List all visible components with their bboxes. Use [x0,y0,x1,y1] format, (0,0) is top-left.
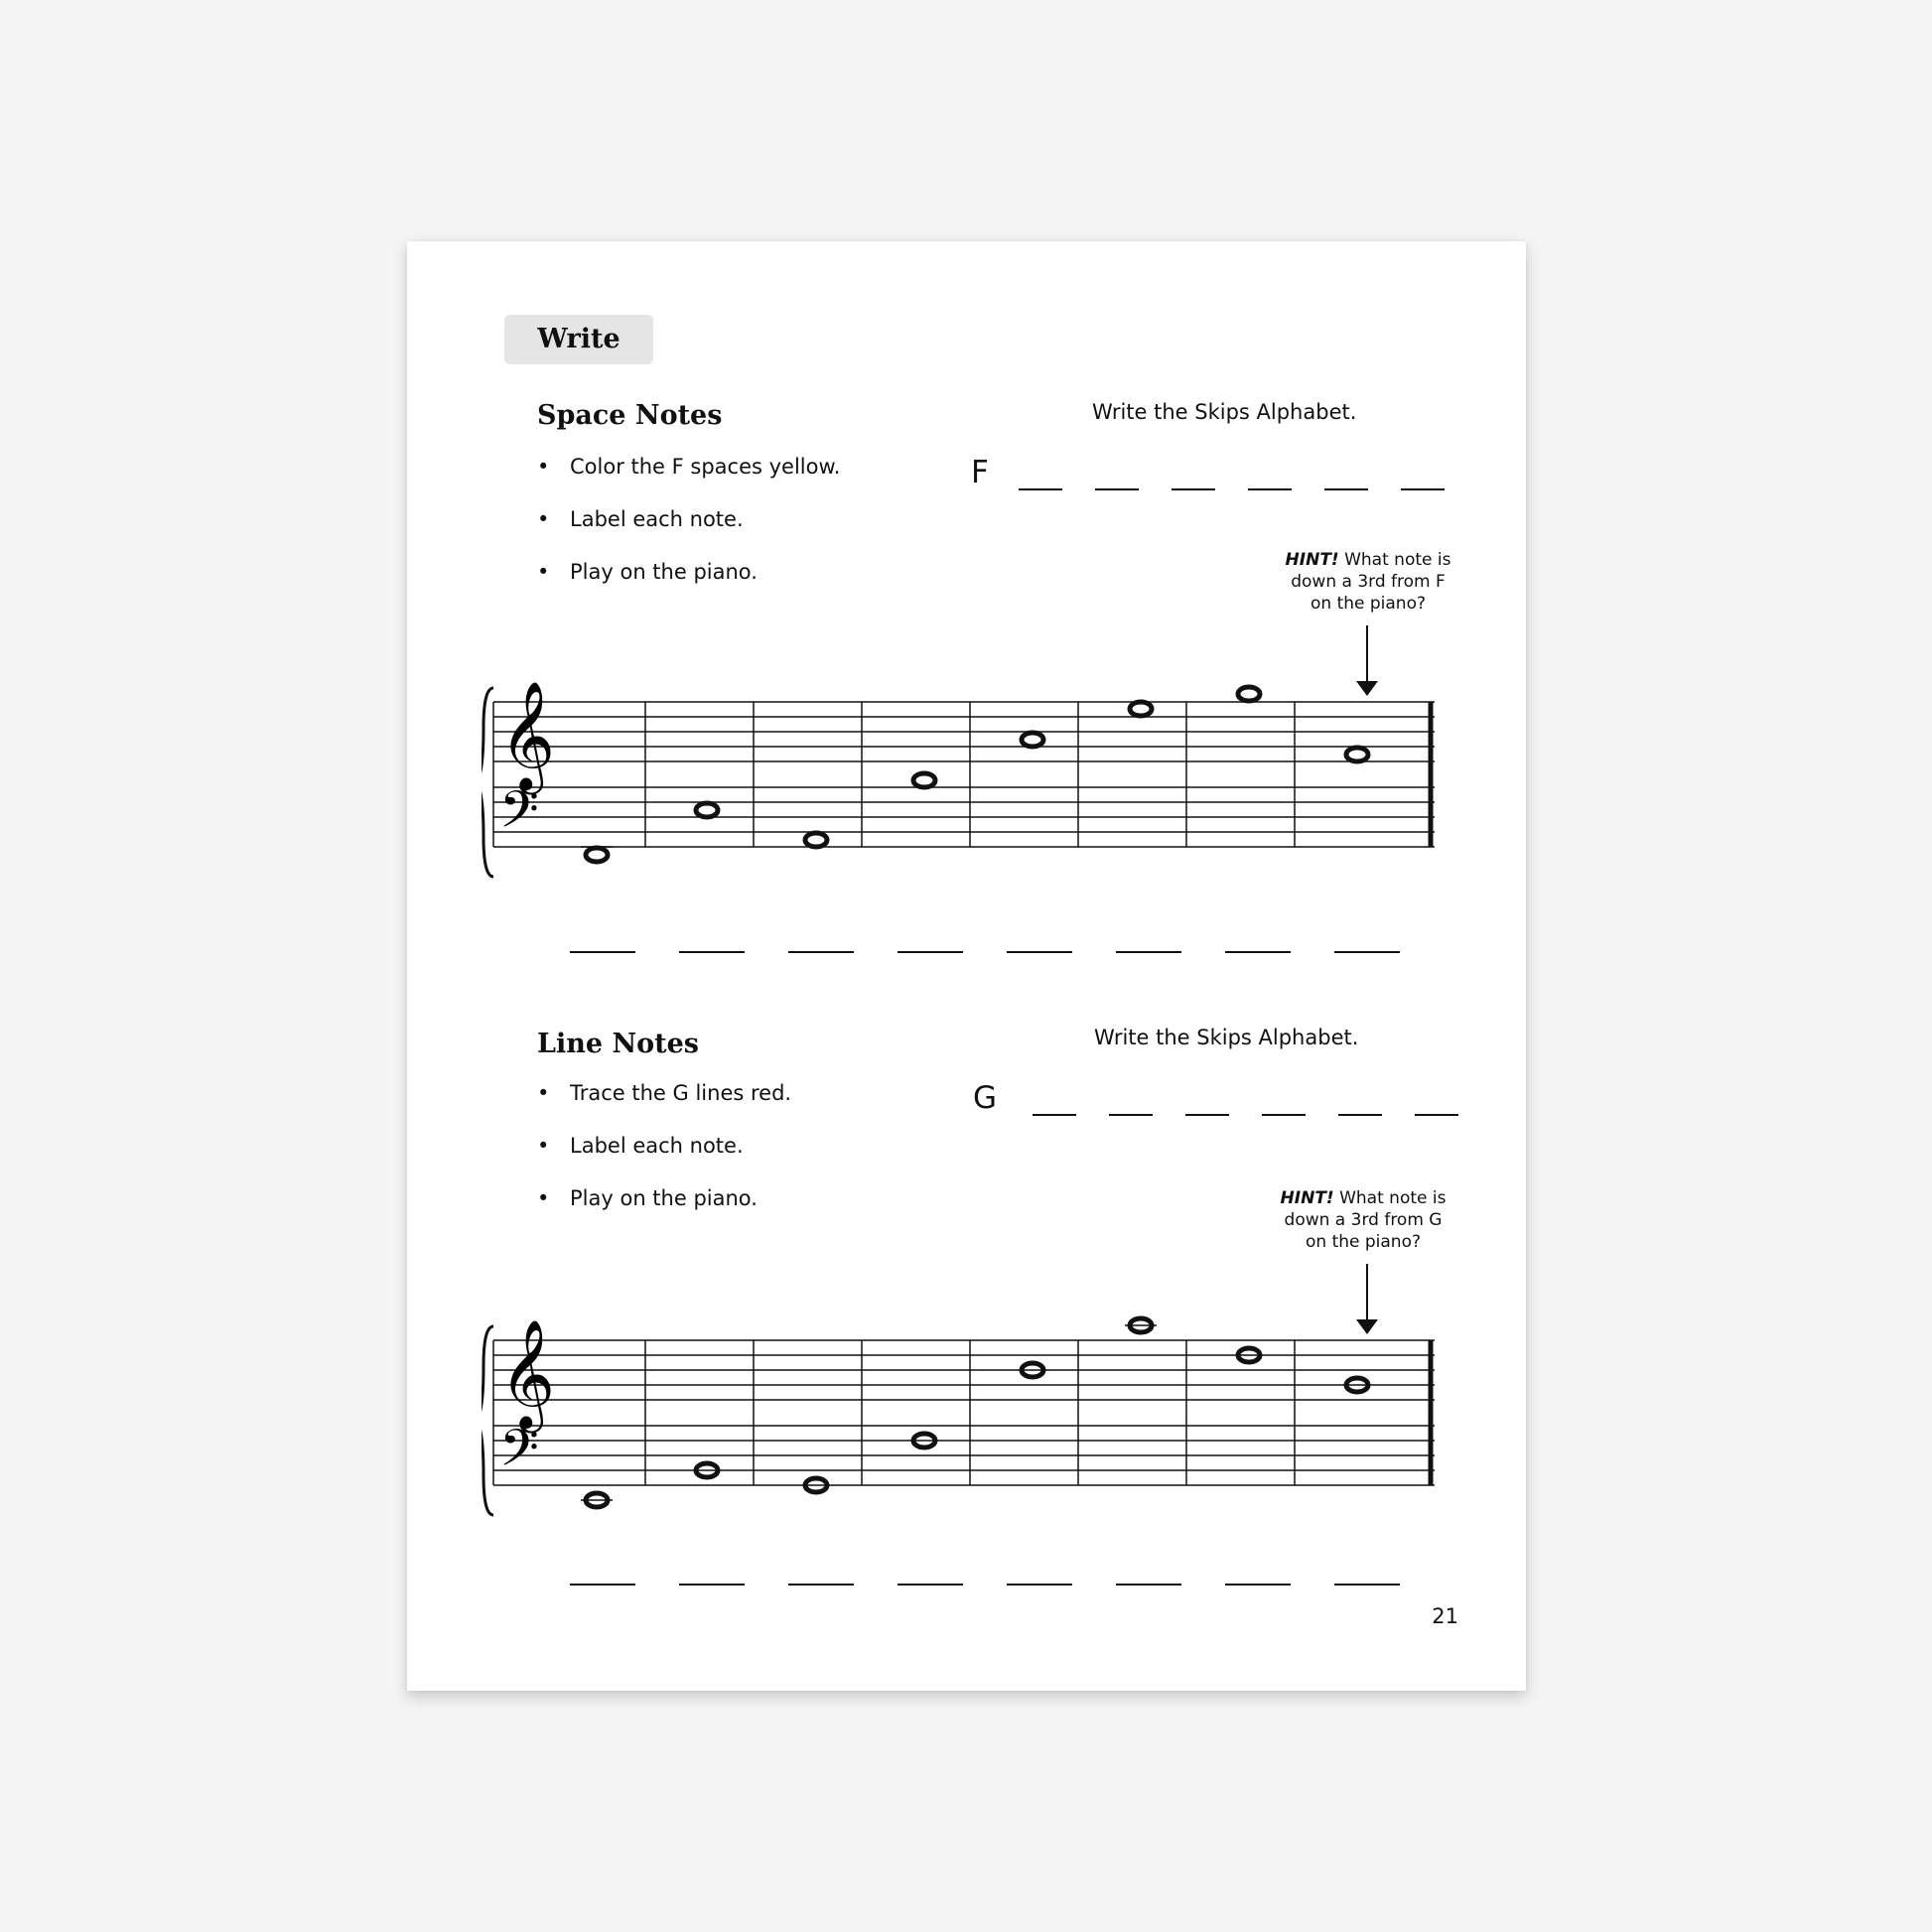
workbook-page [407,241,1526,1691]
grand-staff-space-notes [482,668,1454,897]
answer-blank[interactable] [1334,949,1400,953]
page-number: 21 [1432,1604,1458,1628]
whole-note-icon [913,773,935,787]
answer-blank[interactable] [1116,1582,1181,1586]
bass-clef-icon: 𝄢 [499,1418,539,1490]
note-label-answers [570,1582,1444,1586]
skips-blank[interactable] [1033,1084,1076,1116]
whole-note-icon [586,848,608,862]
line-notes-title: Line Notes [537,1029,699,1059]
whole-note-icon [1130,702,1152,716]
hint-line: down a 3rd from G [1284,1210,1443,1230]
answer-blank[interactable] [679,949,745,953]
skips-blank[interactable] [1185,1084,1229,1116]
answer-blank[interactable] [570,949,635,953]
whole-note-icon [696,803,718,817]
whole-note-icon [805,833,827,847]
answer-blank[interactable] [1225,1582,1291,1586]
skips-blank[interactable] [1095,459,1139,490]
whole-note-icon [1238,687,1260,701]
treble-staff [493,702,1435,761]
answer-blank[interactable] [1225,949,1291,953]
answer-blank[interactable] [788,1582,854,1586]
treble-clef-icon: 𝄞 [499,681,556,790]
skips-blank[interactable] [1338,1084,1382,1116]
skips-blank[interactable] [1401,459,1445,490]
hint-line: What note is [1339,1188,1447,1208]
skips-start-letter: F [971,455,989,490]
hint-bold: HINT! [1285,550,1339,570]
answer-blank[interactable] [1116,949,1181,953]
answer-blank[interactable] [788,949,854,953]
treble-clef-icon: 𝄞 [499,1319,556,1429]
skips-blank[interactable] [1415,1084,1458,1116]
hint-text [1274,1187,1452,1253]
barlines [493,702,1295,847]
hint-line: What note is [1344,550,1451,570]
instruction-item: • Color the F spaces yellow. [537,455,840,507]
space-notes-title: Space Notes [537,400,723,431]
answer-blank[interactable] [1007,1582,1072,1586]
grand-staff-line-notes [482,1307,1454,1535]
line-notes-instructions [537,1081,791,1239]
bass-staff [493,1426,1435,1485]
hint-text [1279,549,1457,615]
skips-blank[interactable] [1172,459,1215,490]
bass-clef-icon: 𝄢 [499,779,539,852]
skips-blank[interactable] [1262,1084,1306,1116]
instruction-item: • Play on the piano. [537,560,840,613]
space-notes-instructions [537,455,840,613]
skips-alphabet-title: Write the Skips Alphabet. [1094,1026,1359,1049]
brace-icon [482,688,493,877]
whole-note-icon [1022,733,1043,747]
skips-blank[interactable] [1019,459,1062,490]
hint-line: on the piano? [1310,594,1426,614]
whole-notes [581,1318,1368,1507]
instruction-item: • Trace the G lines red. [537,1081,791,1134]
hint-line: on the piano? [1305,1232,1421,1252]
skips-blank[interactable] [1109,1084,1153,1116]
answer-blank[interactable] [1334,1582,1400,1586]
answer-blank[interactable] [897,949,963,953]
skips-start-letter: G [973,1080,998,1116]
instruction-item: • Label each note. [537,507,840,560]
treble-staff [493,1340,1435,1400]
answer-blank[interactable] [570,1582,635,1586]
bass-staff [493,787,1435,847]
hint-line: down a 3rd from F [1291,572,1446,592]
whole-note-icon [1346,748,1368,761]
skips-alphabet-title: Write the Skips Alphabet. [1092,400,1357,424]
instruction-item: • Label each note. [537,1134,791,1186]
answer-blank[interactable] [897,1582,963,1586]
whole-notes [581,687,1368,862]
hint-bold: HINT! [1280,1188,1334,1208]
instruction-item: • Play on the piano. [537,1186,791,1239]
section-tag: Write [504,315,653,364]
answer-blank[interactable] [679,1582,745,1586]
note-label-answers [570,949,1444,953]
skips-alphabet-row [973,1080,1491,1116]
skips-alphabet-row [971,455,1477,490]
skips-blank[interactable] [1324,459,1368,490]
barlines [493,1340,1295,1485]
answer-blank[interactable] [1007,949,1072,953]
brace-icon [482,1326,493,1515]
skips-blank[interactable] [1248,459,1292,490]
